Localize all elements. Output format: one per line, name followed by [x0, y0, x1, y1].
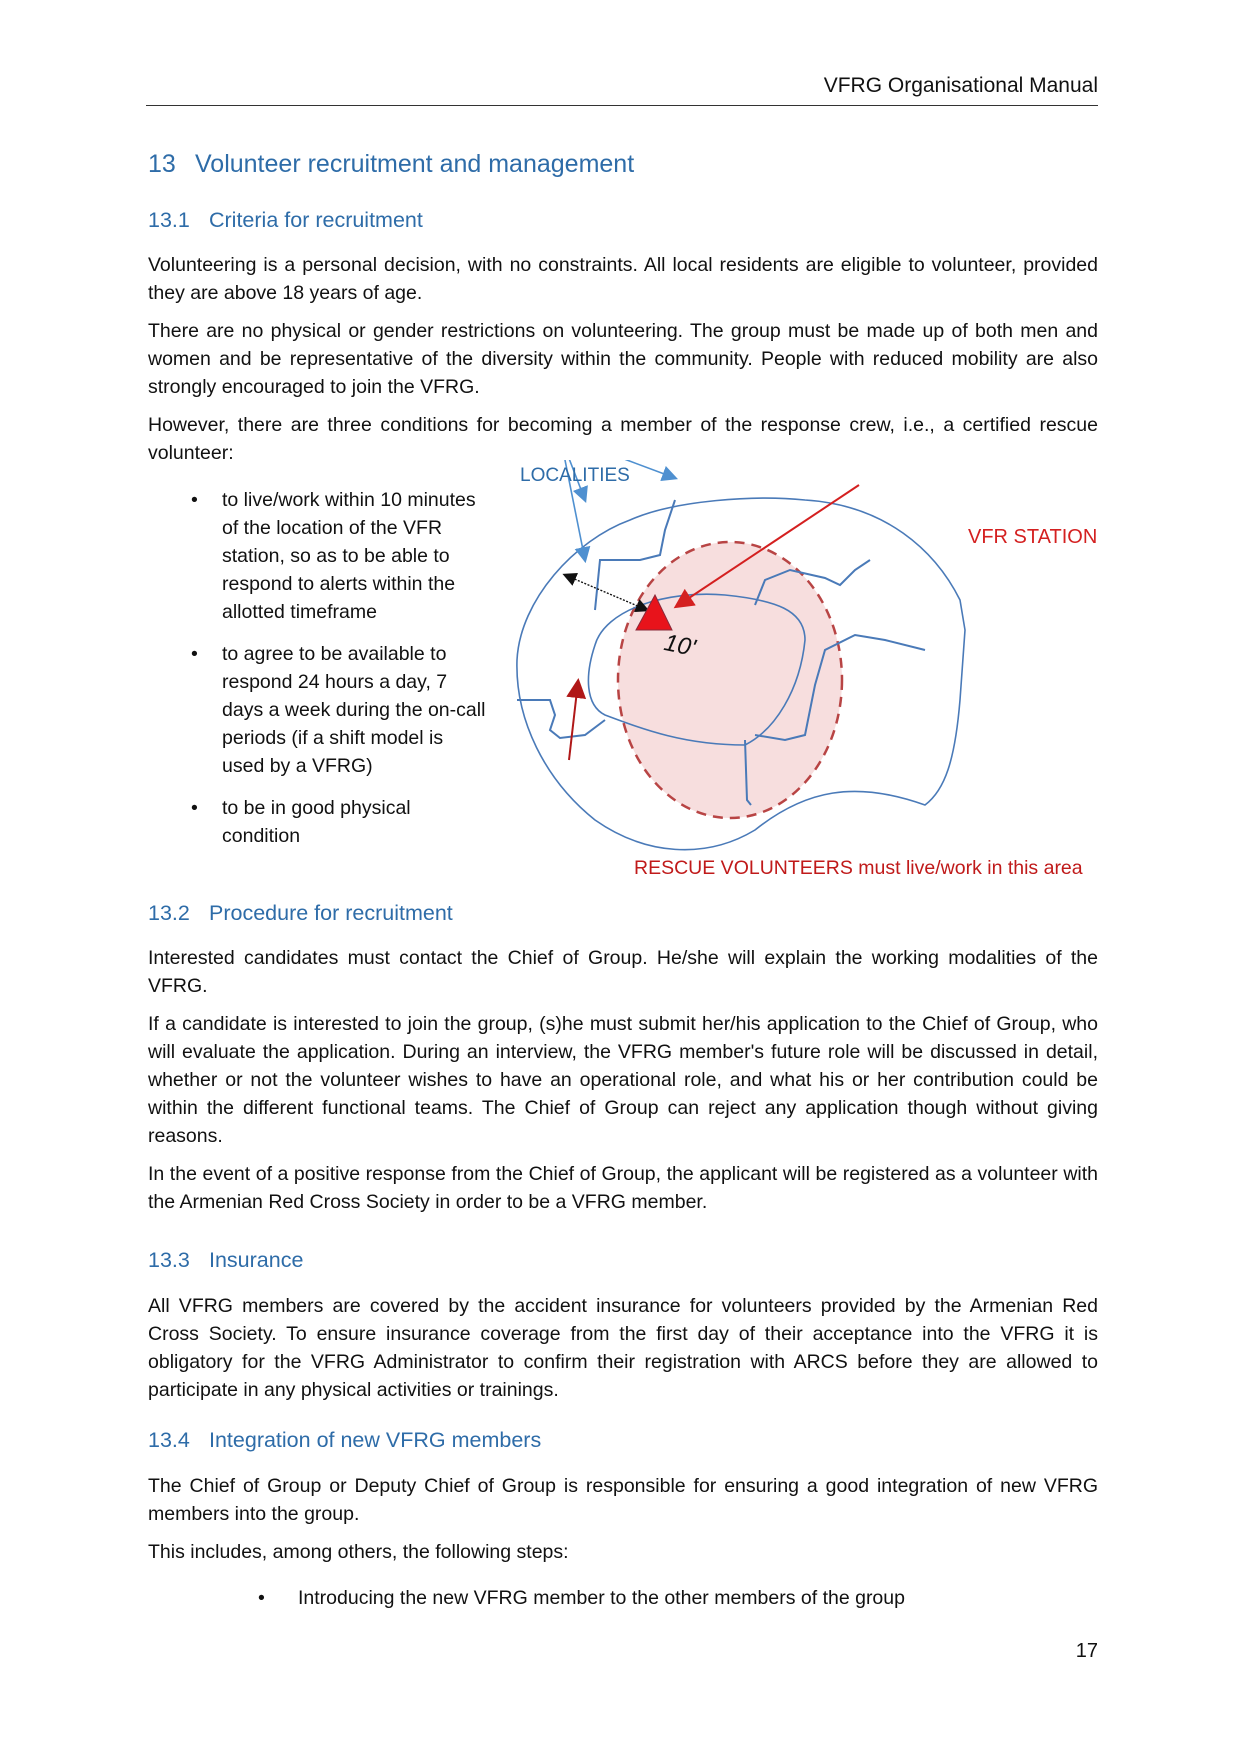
page-number: 17 [1075, 1640, 1098, 1662]
label-rescue-area: RESCUE VOLUNTEERS must live/work in this area [634, 857, 1083, 879]
section-title: Procedure for recruitment [209, 901, 453, 925]
map-illustration [505, 460, 1115, 890]
section-number: 13.3 [148, 1248, 190, 1272]
list-item-text: Introducing the new VFRG member to the other members of the group [298, 1587, 905, 1609]
bullet-icon: • [191, 797, 198, 819]
ten-minute-radius-circle [618, 542, 842, 818]
paragraph: There are no physical or gender restrictions on volunteering. The group must be made up of both men and women and be representative of the diversity within the community. People with reduced mobility are also strongly encouraged to join the VFRG. [148, 320, 1098, 398]
section-number: 13.4 [148, 1428, 190, 1452]
list-item-text: to live/work within 10 minutes of the location of the VFR station, so as to be able to respond to alerts within the allotted timeframe [222, 489, 476, 623]
section-heading-13-4 [148, 1428, 541, 1453]
section-title: Criteria for recruitment [209, 208, 423, 232]
list-item-text: to be in good physical condition [222, 797, 411, 847]
chapter-number: 13 [148, 150, 176, 178]
list-item [148, 794, 488, 850]
section-title: Insurance [209, 1248, 304, 1272]
paragraph: All VFRG members are covered by the accident insurance for volunteers provided by the Armenian Red Cross Society. To ensure insurance coverage from the first day of their acceptance into the VFRG it is obligatory for the VFRG Administrator to confirm their registration with ARCS before they are allowed to participate in any physical activities or trainings. [148, 1295, 1098, 1401]
paragraph: Interested candidates must contact the Chief of Group. He/she will explain the working modalities of the VFRG. [148, 947, 1098, 997]
label-vfr-station: VFR STATION [968, 526, 1098, 548]
paragraph: However, there are three conditions for becoming a member of the response crew, i.e., a certified rescue volunteer: [148, 414, 1098, 464]
paragraph: In the event of a positive response from the Chief of Group, the applicant will be registered as a volunteer with the Armenian Red Cross Society in order to be a VFRG member. [148, 1163, 1098, 1213]
conditions-list [148, 486, 488, 864]
chapter-heading [148, 150, 634, 179]
running-header: VFRG Organisational Manual [823, 74, 1098, 97]
section-number: 13.2 [148, 901, 190, 925]
section-heading-13-1 [148, 208, 423, 233]
header-rule [146, 105, 1098, 106]
vfr-area-diagram [505, 460, 1115, 890]
paragraph: This includes, among others, the following steps: [148, 1541, 569, 1563]
list-item-text: to agree to be available to respond 24 hours a day, 7 days a week during the on-call periods (if a shift model is used by a VFRG) [222, 643, 486, 777]
bullet-icon: • [191, 643, 198, 665]
paragraph: Volunteering is a personal decision, with no constraints. All local residents are eligible to volunteer, provided they are above 18 years of age. [148, 254, 1098, 304]
list-item [148, 486, 488, 626]
section-heading-13-3 [148, 1248, 303, 1273]
label-localities: LOCALITIES [520, 465, 630, 486]
label-radius: 10' [661, 629, 698, 662]
section-heading-13-2 [148, 901, 453, 926]
chapter-title: Volunteer recruitment and management [195, 150, 635, 178]
paragraph: The Chief of Group or Deputy Chief of Group is responsible for ensuring a good integration of new VFRG members into the group. [148, 1475, 1098, 1525]
bullet-icon: • [258, 1587, 265, 1609]
list-item [148, 640, 488, 780]
section-title: Integration of new VFRG members [209, 1428, 542, 1452]
section-number: 13.1 [148, 208, 190, 232]
paragraph: If a candidate is interested to join the group, (s)he must submit her/his application to the Chief of Group, who will evaluate the application. During an interview, the VFRG member's future role will be discussed in detail, whether or not the volunteer wishes to have an operational role, and what his or her contribution could be within the different functional teams. The Chief of Group can reject any application though without giving reasons. [148, 1013, 1098, 1147]
bullet-icon: • [191, 489, 198, 511]
